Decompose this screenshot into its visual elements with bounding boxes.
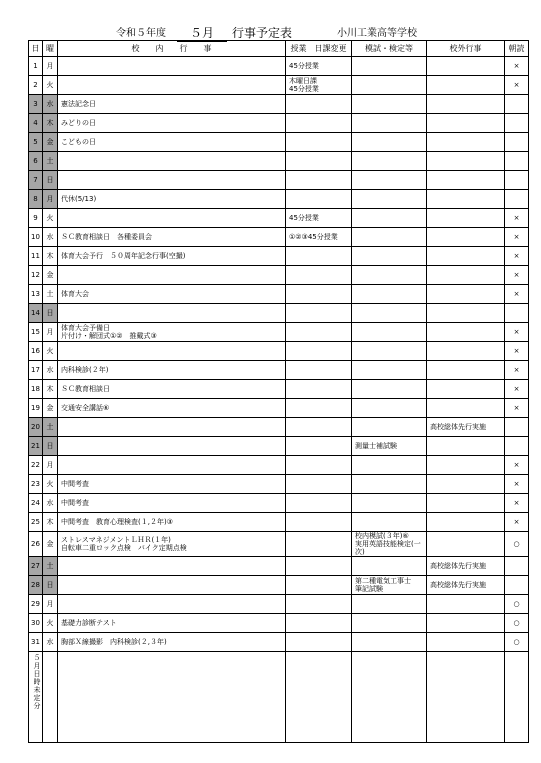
table-row [29, 266, 529, 285]
day-cell: 2 [29, 76, 43, 95]
outside-event-cell [427, 95, 505, 114]
day-cell: 7 [29, 171, 43, 190]
weekday-cell: 月 [43, 323, 58, 342]
class-change-cell [286, 247, 352, 266]
class-change-cell [286, 532, 352, 557]
morning-reading-cell: × [505, 475, 529, 494]
morning-reading-cell: × [505, 209, 529, 228]
weekday-cell: 金 [43, 133, 58, 152]
outside-event-cell: 高校総体先行実施 [427, 418, 505, 437]
weekday-cell: 水 [43, 95, 58, 114]
outside-event-cell [427, 76, 505, 95]
school-event-cell [58, 437, 286, 456]
class-change-cell [286, 380, 352, 399]
school-event-cell: 体育大会予備日 片付け・解団式①② 推戴式③ [58, 323, 286, 342]
table-row [29, 475, 529, 494]
exam-cell: 測量士補試験 [352, 437, 427, 456]
morning-reading-cell: ○ [505, 633, 529, 652]
exam-cell [352, 456, 427, 475]
outside-event-cell [427, 209, 505, 228]
table-row [29, 614, 529, 633]
outside-event-cell [427, 633, 505, 652]
column-header-weekday: 曜 [43, 41, 58, 57]
day-cell: 31 [29, 633, 43, 652]
day-cell: 11 [29, 247, 43, 266]
weekday-cell: 水 [43, 361, 58, 380]
column-header-school-events: 校 内 行 事 [58, 41, 286, 57]
exam-cell: 第二種電気工事士 筆記試験 [352, 576, 427, 595]
column-header-exams: 模試・検定等 [352, 41, 427, 57]
exam-cell [352, 633, 427, 652]
class-change-cell [286, 614, 352, 633]
morning-reading-cell: ○ [505, 614, 529, 633]
school-event-cell [58, 152, 286, 171]
schedule-table [28, 40, 529, 743]
weekday-cell: 火 [43, 614, 58, 633]
weekday-cell: 月 [43, 57, 58, 76]
morning-reading-cell: ○ [505, 532, 529, 557]
day-cell: 22 [29, 456, 43, 475]
school-event-cell: 内科検診(２年) [58, 361, 286, 380]
exam-cell [352, 342, 427, 361]
outside-event-cell [427, 513, 505, 532]
school-event-cell [58, 557, 286, 576]
outside-event-cell [427, 114, 505, 133]
weekday-cell: 日 [43, 437, 58, 456]
outside-event-cell [427, 456, 505, 475]
outside-event-cell [427, 247, 505, 266]
table-row [29, 209, 529, 228]
weekday-cell: 火 [43, 76, 58, 95]
exam-cell [352, 475, 427, 494]
weekday-cell: 金 [43, 266, 58, 285]
day-cell: 13 [29, 285, 43, 304]
exam-cell [352, 247, 427, 266]
school-event-cell: こどもの日 [58, 133, 286, 152]
class-change-cell: ①②③45分授業 [286, 228, 352, 247]
table-row [29, 513, 529, 532]
exam-cell [352, 304, 427, 323]
morning-reading-cell: × [505, 456, 529, 475]
table-row [29, 361, 529, 380]
class-change-cell [286, 304, 352, 323]
table-cell [505, 652, 529, 743]
morning-reading-cell [505, 171, 529, 190]
school-event-cell: 中間考査 教育心理検査(１,２年)③ [58, 513, 286, 532]
day-cell: 20 [29, 418, 43, 437]
day-cell: 12 [29, 266, 43, 285]
class-change-cell [286, 576, 352, 595]
school-event-cell: 交通安全講話⑥ [58, 399, 286, 418]
exam-cell [352, 209, 427, 228]
exam-cell [352, 171, 427, 190]
morning-reading-cell: × [505, 494, 529, 513]
morning-reading-cell: × [505, 323, 529, 342]
exam-cell [352, 557, 427, 576]
table-row [29, 532, 529, 557]
day-cell: 14 [29, 304, 43, 323]
outside-event-cell [427, 190, 505, 209]
table-row [29, 456, 529, 475]
exam-cell [352, 399, 427, 418]
class-change-cell [286, 342, 352, 361]
morning-reading-cell [505, 418, 529, 437]
class-change-cell [286, 190, 352, 209]
weekday-cell: 木 [43, 247, 58, 266]
weekday-cell: 火 [43, 342, 58, 361]
weekday-cell: 火 [43, 209, 58, 228]
morning-reading-cell [505, 133, 529, 152]
class-change-cell [286, 114, 352, 133]
school-event-cell: 体育大会予行 ５０周年記念行事(空撮) [58, 247, 286, 266]
weekday-cell: 水 [43, 633, 58, 652]
exam-cell [352, 285, 427, 304]
school-event-cell [58, 209, 286, 228]
table-row [29, 247, 529, 266]
day-cell: 5 [29, 133, 43, 152]
table-row [29, 576, 529, 595]
morning-reading-cell [505, 576, 529, 595]
table-row [29, 494, 529, 513]
morning-reading-cell [505, 114, 529, 133]
table-header-row [29, 41, 529, 57]
exam-cell: 校内模試(３年)⑥ 実用英語技能検定(一次) [352, 532, 427, 557]
school-event-cell: ＳＣ教育相談日 [58, 380, 286, 399]
outside-event-cell [427, 475, 505, 494]
school-event-cell: 基礎力診断テスト [58, 614, 286, 633]
school-event-cell: 憲法記念日 [58, 95, 286, 114]
weekday-cell: 木 [43, 513, 58, 532]
day-cell: 6 [29, 152, 43, 171]
day-cell: 1 [29, 57, 43, 76]
morning-reading-cell: × [505, 380, 529, 399]
table-row [29, 323, 529, 342]
undated-note [29, 652, 43, 743]
column-header-day: 日 [29, 41, 43, 57]
morning-reading-cell [505, 557, 529, 576]
school-event-cell [58, 76, 286, 95]
class-change-cell [286, 633, 352, 652]
day-cell: 26 [29, 532, 43, 557]
weekday-cell: 日 [43, 576, 58, 595]
weekday-cell: 土 [43, 285, 58, 304]
morning-reading-cell [505, 437, 529, 456]
school-event-cell: 体育大会 [58, 285, 286, 304]
outside-event-cell [427, 266, 505, 285]
school-event-cell [58, 57, 286, 76]
fiscal-year: 令和５年度 [116, 28, 166, 39]
school-event-cell [58, 304, 286, 323]
school-event-cell: 中間考査 [58, 475, 286, 494]
exam-cell [352, 494, 427, 513]
table-row [29, 304, 529, 323]
outside-event-cell [427, 614, 505, 633]
table-row [29, 95, 529, 114]
day-cell: 9 [29, 209, 43, 228]
class-change-cell [286, 361, 352, 380]
table-cell [286, 652, 352, 743]
morning-reading-cell [505, 95, 529, 114]
school-event-cell [58, 418, 286, 437]
morning-reading-cell: × [505, 399, 529, 418]
exam-cell [352, 380, 427, 399]
school-event-cell [58, 456, 286, 475]
page-header [0, 24, 541, 40]
exam-cell [352, 614, 427, 633]
school-event-cell [58, 342, 286, 361]
table-row [29, 152, 529, 171]
table-cell [427, 652, 505, 743]
outside-event-cell [427, 532, 505, 557]
table-row [29, 76, 529, 95]
morning-reading-cell [505, 304, 529, 323]
weekday-cell: 月 [43, 456, 58, 475]
table-row [29, 380, 529, 399]
morning-reading-cell: × [505, 76, 529, 95]
table-row [29, 418, 529, 437]
day-cell: 30 [29, 614, 43, 633]
day-cell: 29 [29, 595, 43, 614]
class-change-cell: 木曜日課 45分授業 [286, 76, 352, 95]
class-change-cell [286, 133, 352, 152]
class-change-cell [286, 494, 352, 513]
weekday-cell: 火 [43, 475, 58, 494]
day-cell: 8 [29, 190, 43, 209]
day-cell: 25 [29, 513, 43, 532]
outside-event-cell [427, 323, 505, 342]
page-title: 行事予定表 [232, 26, 293, 40]
column-header-class-change: 授業 日課変更 [286, 41, 352, 57]
school-event-cell [58, 576, 286, 595]
school-event-cell: 中間考査 [58, 494, 286, 513]
table-row [29, 190, 529, 209]
day-cell: 24 [29, 494, 43, 513]
morning-reading-cell: × [505, 513, 529, 532]
table-row [29, 557, 529, 576]
school-name: 小川工業高等学校 [337, 28, 417, 39]
exam-cell [352, 95, 427, 114]
exam-cell [352, 418, 427, 437]
table-cell [43, 652, 58, 743]
weekday-cell: 木 [43, 114, 58, 133]
outside-event-cell [427, 595, 505, 614]
table-row [29, 595, 529, 614]
exam-cell [352, 361, 427, 380]
weekday-cell: 月 [43, 595, 58, 614]
day-cell: 27 [29, 557, 43, 576]
day-cell: 21 [29, 437, 43, 456]
class-change-cell [286, 456, 352, 475]
exam-cell [352, 190, 427, 209]
class-change-cell: 45分授業 [286, 209, 352, 228]
morning-reading-cell: × [505, 342, 529, 361]
outside-event-cell [427, 228, 505, 247]
morning-reading-cell: × [505, 361, 529, 380]
morning-reading-cell: ○ [505, 595, 529, 614]
exam-cell [352, 228, 427, 247]
weekday-cell: 金 [43, 399, 58, 418]
exam-cell [352, 114, 427, 133]
class-change-cell [286, 285, 352, 304]
day-cell: 16 [29, 342, 43, 361]
outside-event-cell [427, 380, 505, 399]
class-change-cell [286, 399, 352, 418]
outside-event-cell [427, 304, 505, 323]
table-row [29, 57, 529, 76]
school-event-cell [58, 595, 286, 614]
weekday-cell: 土 [43, 418, 58, 437]
day-cell: 18 [29, 380, 43, 399]
class-change-cell [286, 475, 352, 494]
weekday-cell: 日 [43, 304, 58, 323]
table-row [29, 633, 529, 652]
day-cell: 4 [29, 114, 43, 133]
outside-event-cell [427, 361, 505, 380]
morning-reading-cell [505, 190, 529, 209]
morning-reading-cell: × [505, 285, 529, 304]
outside-event-cell: 高校総体先行実施 [427, 576, 505, 595]
weekday-cell: 木 [43, 380, 58, 399]
weekday-cell: 月 [43, 190, 58, 209]
class-change-cell [286, 95, 352, 114]
morning-reading-cell: × [505, 266, 529, 285]
weekday-cell: 日 [43, 171, 58, 190]
class-change-cell [286, 418, 352, 437]
school-event-cell: みどりの日 [58, 114, 286, 133]
day-cell: 10 [29, 228, 43, 247]
table-row [29, 285, 529, 304]
morning-reading-cell: × [505, 247, 529, 266]
weekday-cell: 土 [43, 557, 58, 576]
day-cell: 15 [29, 323, 43, 342]
weekday-cell: 金 [43, 532, 58, 557]
school-event-cell: 胸部Ｘ線撮影 内科検診(２,３年) [58, 633, 286, 652]
table-cell [58, 652, 286, 743]
class-change-cell: 45分授業 [286, 57, 352, 76]
weekday-cell: 水 [43, 494, 58, 513]
morning-reading-cell: × [505, 228, 529, 247]
undated-note-text: ５ 月 日 時 未 定 分 [33, 654, 41, 710]
morning-reading-cell: × [505, 57, 529, 76]
class-change-cell [286, 595, 352, 614]
day-cell: 19 [29, 399, 43, 418]
day-cell: 28 [29, 576, 43, 595]
table-row [29, 133, 529, 152]
school-event-cell: ＳＣ教育相談日 各種委員会 [58, 228, 286, 247]
column-header-morning-reading: 朝読 [505, 41, 529, 57]
class-change-cell [286, 437, 352, 456]
table-row [29, 342, 529, 361]
weekday-cell: 土 [43, 152, 58, 171]
undated-events-row [29, 652, 529, 743]
table-cell [352, 652, 427, 743]
exam-cell [352, 323, 427, 342]
outside-event-cell [427, 342, 505, 361]
school-event-cell [58, 266, 286, 285]
outside-event-cell [427, 133, 505, 152]
table-row [29, 171, 529, 190]
class-change-cell [286, 557, 352, 576]
month-label: ５月 [177, 24, 227, 42]
exam-cell [352, 133, 427, 152]
table-row [29, 114, 529, 133]
exam-cell [352, 513, 427, 532]
outside-event-cell: 高校総体先行実施 [427, 557, 505, 576]
day-cell: 17 [29, 361, 43, 380]
column-header-outside-events: 校外行事 [427, 41, 505, 57]
school-event-cell: ストレスマネジメントＬＨＲ(１年) 自転車二重ロック点検 バイク定期点検 [58, 532, 286, 557]
morning-reading-cell [505, 152, 529, 171]
weekday-cell: 水 [43, 228, 58, 247]
outside-event-cell [427, 494, 505, 513]
class-change-cell [286, 171, 352, 190]
table-row [29, 228, 529, 247]
outside-event-cell [427, 152, 505, 171]
exam-cell [352, 57, 427, 76]
outside-event-cell [427, 285, 505, 304]
school-event-cell: 代休(5/13) [58, 190, 286, 209]
exam-cell [352, 266, 427, 285]
table-row [29, 437, 529, 456]
class-change-cell [286, 152, 352, 171]
school-event-cell [58, 171, 286, 190]
class-change-cell [286, 266, 352, 285]
exam-cell [352, 152, 427, 171]
outside-event-cell [427, 57, 505, 76]
exam-cell [352, 76, 427, 95]
outside-event-cell [427, 399, 505, 418]
day-cell: 23 [29, 475, 43, 494]
exam-cell [352, 595, 427, 614]
outside-event-cell [427, 171, 505, 190]
class-change-cell [286, 513, 352, 532]
day-cell: 3 [29, 95, 43, 114]
outside-event-cell [427, 437, 505, 456]
table-row [29, 399, 529, 418]
class-change-cell [286, 323, 352, 342]
